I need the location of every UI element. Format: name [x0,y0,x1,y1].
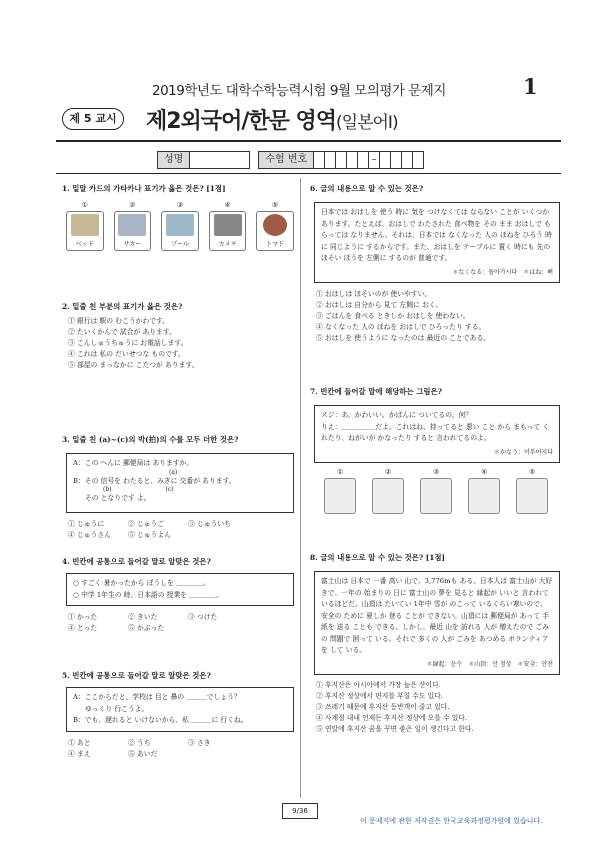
q7-title: 7. 빈칸에 들어갈 말에 해당하는 그림은? [310,387,443,396]
subject-sub: (일본어Ⅰ) [336,113,398,133]
question-2 [62,301,294,371]
exam-no-cell[interactable] [413,151,424,169]
option[interactable]: ① おはしは ほそいのが 使いやすい。 [316,290,432,298]
q4-title: 4. 빈칸에 공통으로 들어갈 말로 알맞은 것은? [62,557,211,566]
q7-choice[interactable] [324,467,356,514]
card-word: サカー [123,241,142,248]
passage-text: 日本では おはしを 使う 時に 気を つけなくては ならない ことが いくつか あります。たとえば、おはしで わたされた 食べ物を その まま おはしで もらっては なりません。それは、日本では なくなった 人の ほねを ひろう 時に 同じように するからです。また、おはしを テーブルに 置く 時にも 先の ほそい ほうを 左側に するのが 普通です。 [321,208,552,262]
option[interactable]: ② おはしは 自分から 見て 左側に おく。 [316,301,443,309]
q7-choice[interactable] [372,467,404,514]
option[interactable]: ⑤ かぶった [128,624,165,632]
question-7 [310,386,560,514]
q7-dialog-box [314,405,560,463]
maneki-neko-icon [516,478,548,514]
choice-num: ② [384,468,392,476]
dialog-line: B：その 信号を わたると、みぎに 交番が あります。 [73,476,236,485]
exam-no-dash: – [369,151,380,169]
q4-box [66,573,294,606]
card-word: プール [171,241,189,248]
page-current: 9 [292,807,297,815]
subject-title [146,104,398,135]
q8-passage-box [314,571,560,675]
question-1 [62,183,294,251]
page-number: 1 [523,74,538,99]
tomato-card [256,211,294,251]
q1-circle: ③ [176,201,184,209]
question-6 [310,183,560,344]
q3-title: 3. 밑줄 친 (a)~(c)의 박(拍)의 수를 모두 더한 것은? [62,435,239,444]
option[interactable]: ④ 사계절 내내 언제든 후지산 정상에 오를 수 있다. [316,714,467,722]
dialog-line: スジ：あ、かわいい。かばんに ついてるの、何？ [321,411,473,419]
option[interactable]: ④ なくなった 人の ほねを おはしで ひろったり する。 [316,323,486,331]
dialog-line: りえ：＿＿＿＿＿だよ。これはね、持ってると 悪い こと から まもって くれたり、ねがいが かなったり すると 言われてるのよ。 [321,422,550,442]
q7-choice[interactable] [420,467,452,514]
option[interactable]: ③ ごはんを 食べる ときしか おはしを 使わない。 [316,312,470,320]
option[interactable]: ④ とった [68,624,98,632]
copyright-notice: 이 문제지에 관한 저작권은 한국교육과정평가원에 있습니다. [360,817,543,825]
q8-title: 8. 글의 내용으로 알 수 있는 것은? [1점] [310,553,446,562]
bed-icon [71,214,99,236]
exam-no-cell[interactable] [336,151,347,169]
option[interactable]: ① かった [68,613,98,621]
pool-card [161,211,199,251]
soccer-icon [118,214,146,236]
option[interactable]: ④ これは 私の だいせつな ものです。 [68,350,185,358]
option[interactable]: ⑤ おはしを 使うように なったのは 最近の ことである。 [316,334,490,342]
camera-card [209,211,247,251]
option[interactable]: ⑤ 연말에 후지산 꿈을 꾸면 좋은 일이 생긴다고 한다. [316,725,474,733]
q1-circle-row [66,201,294,209]
charm-amulet-icon [324,478,356,514]
option[interactable]: ④ まえ [68,749,91,758]
q2-title: 2. 밑줄 친 부분의 표기가 옳은 것은? [62,302,183,311]
passage-note: ＊縁起：운수 ＊山頂：산 정상 ＊安全：안전 [426,660,553,668]
subject-main: 제2외국어/한문 영역 [146,109,337,134]
pool-icon [166,214,194,236]
q1-card-row [66,211,294,251]
choice-num: ⑤ [528,468,536,476]
id-rule [56,173,561,174]
q5-options [68,738,294,760]
dialog-note: ＊かなう：이루어지다 [494,448,553,456]
option[interactable]: ② 후지산 정상에서 편지를 부칠 수도 있다. [316,692,443,700]
exam-no-cell[interactable] [402,151,413,169]
page-total: 36 [298,807,308,815]
name-label: 성명 [157,151,190,169]
q7-picture-row [324,467,560,514]
question-3 [62,434,294,541]
teru-teru-bozu-icon [468,478,500,514]
passage-note: ＊なくなる：돌아가시다 ＊ほね：뼈 [452,268,553,276]
q2-options [68,316,294,371]
q6-title: 6. 글의 내용으로 알 수 있는 것은? [310,184,424,193]
q3-options [68,519,294,541]
header-rule [56,140,561,142]
name-field[interactable] [190,151,250,169]
option[interactable]: ④ じゅうさん [68,531,111,539]
option[interactable]: ① 銀行は 駅の むこうかわです。 [68,317,170,325]
exam-no-cell[interactable] [380,151,391,169]
choice-num: ① [336,468,344,476]
q4-options [68,612,294,634]
choice-num: ④ [480,468,488,476]
option[interactable]: ③ 쓰레기 때문에 후지산 등반객이 줄고 있다. [316,703,450,711]
tomato-icon [263,214,287,236]
page-counter: 9/36 [282,803,318,819]
option[interactable]: ⑤ じゅうよん [128,531,171,539]
option[interactable]: ② じゅうご [128,520,165,528]
bed-card [66,211,104,251]
exam-no-label: 수험 번호 [258,151,314,169]
option[interactable]: ⑤ あいだ [128,749,158,758]
soccer-card [114,211,152,251]
exam-no-cell[interactable] [358,151,369,169]
q7-choice[interactable] [468,467,500,514]
q5-dialog-box [66,687,294,732]
option[interactable]: ⑤ 部屋の まっなかに こたつが あります。 [68,361,199,369]
exam-subtitle: 2019학년도 대학수학능력시험 9월 모의평가 문제지 [152,83,446,99]
option[interactable]: ① 후지산은 아시아에서 가장 높은 산이다. [316,681,441,689]
camera-icon [214,214,242,236]
q6-options [316,289,560,344]
column-divider [300,178,301,798]
option[interactable]: ③ つけた [188,613,218,621]
mark-a: (a) [169,468,178,476]
exam-no-cell[interactable] [325,151,336,169]
card-word: カメヲ [218,241,237,248]
option[interactable]: ② うち [128,738,151,747]
option[interactable]: ③ さき [188,738,211,747]
dialog-line: A：ここからだと、学校は 目と 鼻の ＿＿＿でしょう？ [73,693,241,701]
card-word: ベッド [75,241,94,248]
option[interactable]: ① あと [68,738,91,747]
option[interactable]: ② たいくかんで 試合が あります。 [68,328,176,336]
q1-circle: ⑤ [272,201,279,209]
ema-rack-icon [420,478,452,514]
question-5 [62,670,294,760]
passage-text: 富士山は 日本で 一番 高い 山で、3,776mも ある。日本人は 富士山が 大好きで、一年の 始まりの 日に 富士山の 夢を 見ると 縁起が いいと 言われて いるほどだ。山頂は たいてい 1年中 雪が のこって いるくらい寒いので、安全の ために 夏しか 登る ことが できない。山頂には 郵便局が あって 手紙を 送る ことも できる。しかし、最近 山を 訪れる 人が 増えたので ごみの 問題で 困って いる。それで 多くの 人が ごみを あつめる ボランティアを して いる。 [321,577,553,654]
q1-circle: ① [81,201,88,209]
dialog-line: A：この へんに 郵便局は ありますか。 [73,459,194,467]
card-word: トマド [266,241,285,248]
ema-plaque-icon [372,478,404,514]
id-row [157,151,424,169]
question-8 [310,552,560,735]
q1-title: 1. 밑말 카드의 가타카나 표기가 옳은 것은? [1점] [62,184,226,193]
option[interactable]: ① じゅうに [68,520,105,528]
q1-circle: ④ [224,201,231,209]
option[interactable]: ③ じゅういち [188,520,231,528]
question-4 [62,556,294,634]
q5-title: 5. 빈칸에 공통으로 들어갈 말로 알맞은 것은? [62,671,211,680]
exam-no-cell[interactable] [347,151,358,169]
box-line: ○ すごく 暑かったから ぼうしを ＿＿＿＿。 [73,579,210,587]
box-line: ○ 中学 1年生の 時、日本語の 授業を ＿＿＿＿。 [73,590,224,599]
dialog-line: ゆっくり 行こうよ。 [85,704,149,713]
mark-bc: (b) (c) [103,486,174,493]
q1-circle: ② [129,201,136,209]
q6-passage-box [314,202,560,283]
exam-no-cell[interactable] [391,151,402,169]
dialog-line: その となりです よ。 [85,494,151,502]
q7-choice[interactable] [516,467,548,514]
q3-dialog-box [66,453,294,513]
option[interactable]: ② きいた [128,613,158,621]
q8-options [316,680,560,735]
choice-num: ③ [432,468,440,476]
exam-no-cell[interactable] [314,151,325,169]
period-badge: 제 5 교시 [62,108,124,130]
dialog-line: B：でも、遅れると いけないから、私 ＿＿＿に 行くね。 [73,716,248,724]
option[interactable]: ③ こんしゅうちゅうに お電話します。 [68,339,188,347]
